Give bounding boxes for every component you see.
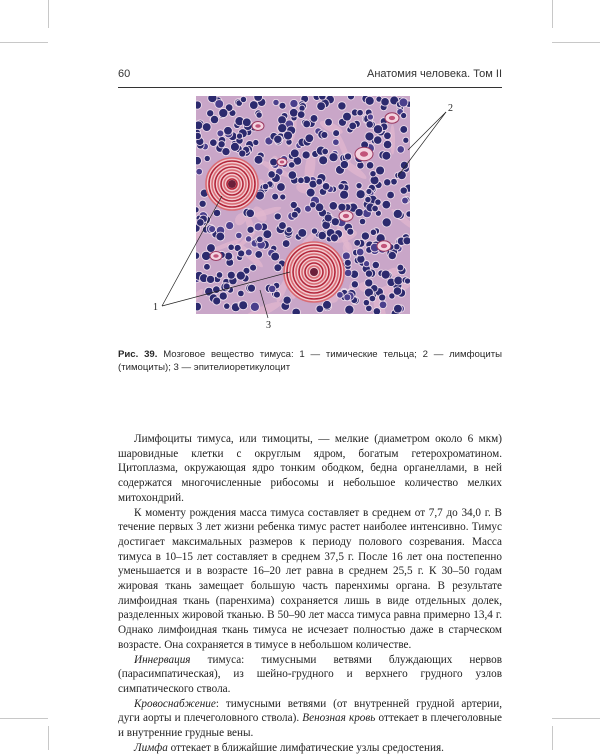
paragraph	[118, 653, 502, 697]
crop-mark	[0, 42, 48, 43]
crop-mark	[0, 718, 48, 719]
crop-mark	[552, 726, 553, 750]
leader-line	[408, 112, 446, 150]
crop-mark	[48, 0, 49, 28]
figure-caption	[118, 348, 502, 374]
header-rule	[118, 87, 502, 88]
paragraph: Лимфоциты тимуса, или тимоциты, — мелкие (диаметром около 6 мкм) шаровидные клетки с округлым ядром, богатым гетерохроматином. Цитоплазма, окружающая ядро тонким ободком, бедна органеллами, в ней содержатся многочисленные рибосомы и небольшое количество мелких митохондрий.	[118, 433, 502, 504]
caption-text: Мозговое вещество тимуса: 1 — тимические тельца; 2 — лимфоциты (тимоциты); 3 — эпителиоретикулоцит	[118, 349, 502, 373]
term: Иннервация	[134, 653, 191, 666]
term: Лимфа	[134, 741, 168, 754]
thymus-medulla-micrograph	[196, 96, 410, 314]
caption-label: Рис. 39.	[118, 349, 158, 360]
running-title: Анатомия человека. Том II	[366, 68, 502, 80]
paragraph-text: тимуса: тимусными ветвями блуждающих нервов (парасимпатическая), из шейно-грудного и верхнего грудного узлов симпатического ствола.	[118, 653, 502, 695]
crop-mark	[552, 42, 600, 43]
body-text	[118, 432, 502, 755]
histology-figure	[196, 96, 410, 314]
paragraph: К моменту рождения масса тимуса составляет в среднем от 7,7 до 34,0 г. В течение первых 3 лет жизни ребенка тимус растет наиболее интенсивно. Тимус достигает максимальных размеров к периоду полового созревания. Масса тимуса в 10–15 лет составляет в среднем 37,5 г. После 16 лет она постепенно уменьшается и в возрасте 16–20 лет равна в среднем 25,5 г. К 30–50 годам жировая ткань замещает большую часть паренхимы органа. В результате лимфоидная ткань (паренхима) сохраняется лишь в виде отдельных долек, разделенных жировой тканью. В 50–90 лет масса тимуса равна примерно 13,4 г. Однако лимфоидная ткань тимуса не исчезает полностью даже в старческом возрасте. Она сохраняется в тимусе в небольшом количестве.	[118, 506, 502, 651]
paragraph-text: : тимусными ветвями (от внутренней грудной артерии, дуги аорты и плечеголовного ствола).	[118, 697, 502, 725]
callout-label: 1	[153, 302, 158, 313]
crop-mark	[48, 726, 49, 750]
page-number: 60	[118, 68, 131, 80]
term: Венозная кровь	[302, 712, 376, 725]
crop-mark	[552, 718, 600, 719]
callout-label: 3	[266, 320, 271, 331]
paragraph	[118, 741, 502, 755]
callout-label: 2	[448, 103, 453, 114]
paragraph	[118, 697, 502, 741]
term: Кровоснабжение	[134, 697, 216, 710]
paragraph-text: оттекает в ближайшие лимфатические узлы средостения.	[167, 741, 444, 754]
crop-mark	[552, 0, 553, 28]
paragraph-text: оттекает в плечеголовные и внутренние грудные вены.	[118, 712, 502, 740]
